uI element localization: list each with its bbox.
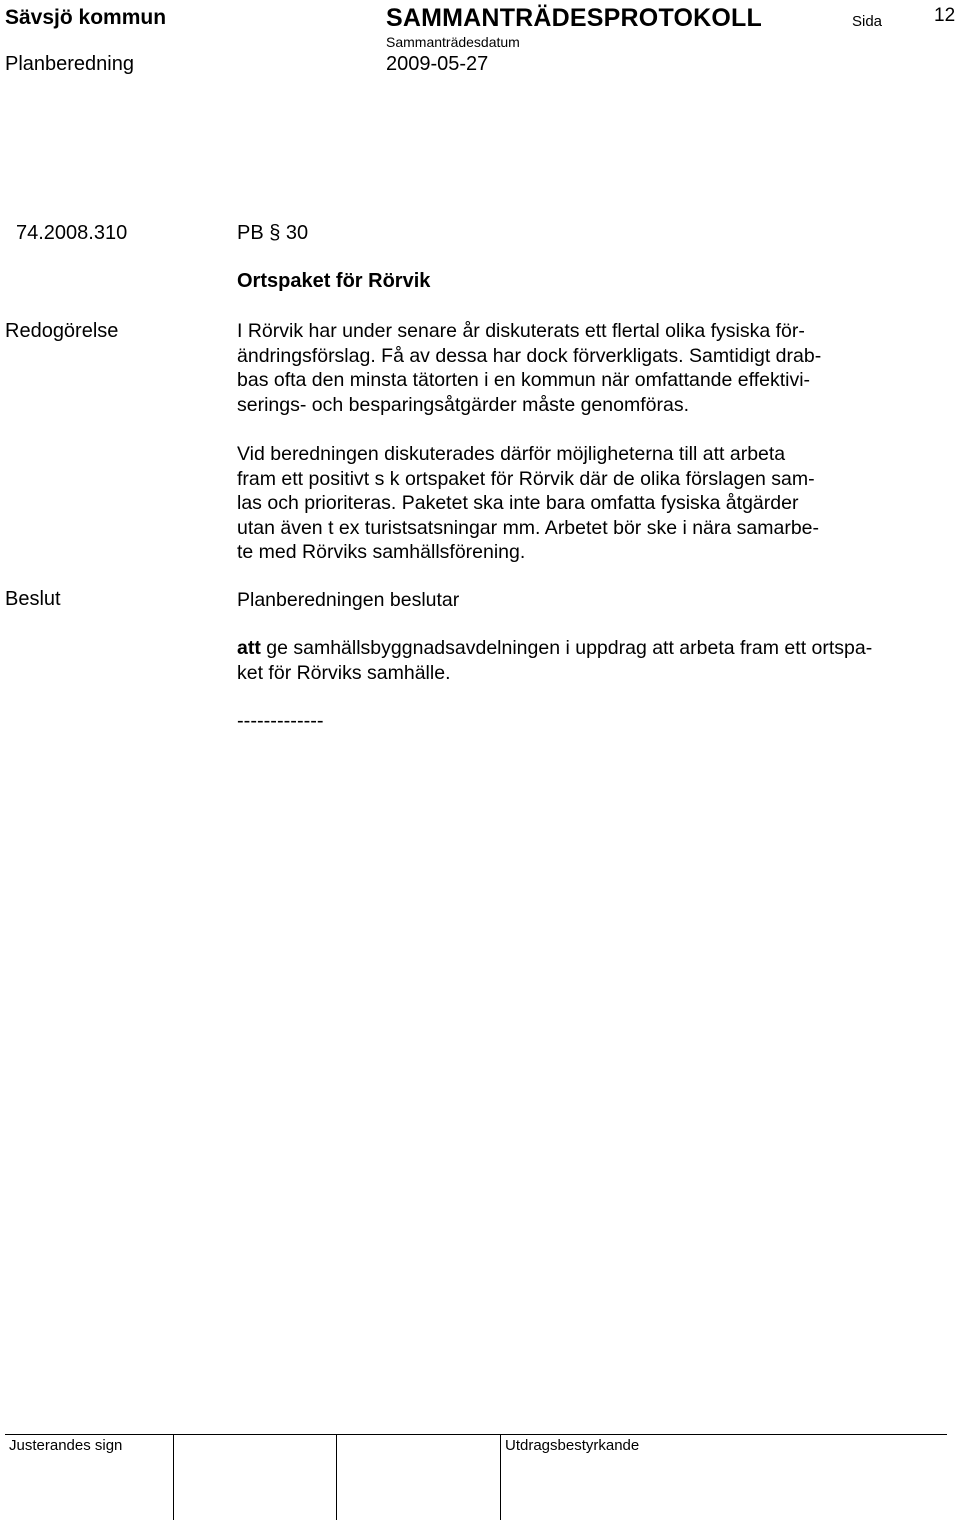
redogorelse-paragraph-2 xyxy=(237,442,937,565)
decision-line-2: ket för Rörviks samhälle. xyxy=(237,661,451,684)
text-line: I Rörvik har under senare år diskuterats ett flertal olika fysiska för- xyxy=(237,320,805,342)
footer-rule xyxy=(5,1434,947,1435)
item-title: Ortspaket för Rörvik xyxy=(237,270,431,292)
text-line: utan även t ex turistsatsningar mm. Arbetet bör ske i nära samarbe- xyxy=(237,516,820,539)
beslut-intro xyxy=(237,588,937,613)
justerandes-sign-label: Justerandes sign xyxy=(9,1437,123,1454)
section-label-redogorelse: Redogörelse xyxy=(5,320,119,342)
department-name: Planberedning xyxy=(5,53,134,75)
meeting-date-value: 2009-05-27 xyxy=(386,53,489,75)
text-line: las och prioriteras. Paketet ska inte bara omfatta fysiska åtgärder xyxy=(237,492,799,514)
footer-divider xyxy=(500,1435,501,1520)
beslut-decision xyxy=(237,636,937,685)
text-line: Planberedningen beslutar xyxy=(237,589,460,611)
text-line: bas ofta den minsta tätorten i en kommun när omfattande effektivi- xyxy=(237,369,811,391)
organization-name: Sävsjö kommun xyxy=(5,6,167,29)
att-keyword: att xyxy=(237,637,261,659)
section-label-beslut: Beslut xyxy=(5,588,61,610)
footer-divider xyxy=(173,1435,174,1520)
document-type-title: SAMMANTRÄDESPROTOKOLL xyxy=(386,4,762,32)
text-line: fram ett positivt s k ortspaket för Rörvik där de olika förslagen sam- xyxy=(237,467,815,490)
case-number: 74.2008.310 xyxy=(16,222,128,244)
text-line: te med Rörviks samhällsförening. xyxy=(237,541,526,563)
utdragsbestyrkande-label: Utdragsbestyrkande xyxy=(505,1437,640,1454)
footer-divider xyxy=(336,1435,337,1520)
decision-text: ge samhällsbyggnadsavdelningen i uppdrag att arbeta fram ett ortspa- xyxy=(260,637,873,659)
section-separator: ------------- xyxy=(237,710,324,732)
meeting-date-label: Sammanträdesdatum xyxy=(386,34,520,50)
text-line: serings- och besparingsåtgärder måste genomföras. xyxy=(237,393,689,416)
redogorelse-paragraph-1 xyxy=(237,319,937,417)
page-number: 12 xyxy=(934,5,956,26)
paragraph-number: PB § 30 xyxy=(237,222,309,244)
text-line: ändringsförslag. Få av dessa har dock förverkligats. Samtidigt drab- xyxy=(237,344,822,367)
decision-line-1 xyxy=(237,636,937,661)
text-line: Vid beredningen diskuterades därför möjligheterna till att arbeta xyxy=(237,443,786,465)
page-label: Sida xyxy=(852,13,883,30)
